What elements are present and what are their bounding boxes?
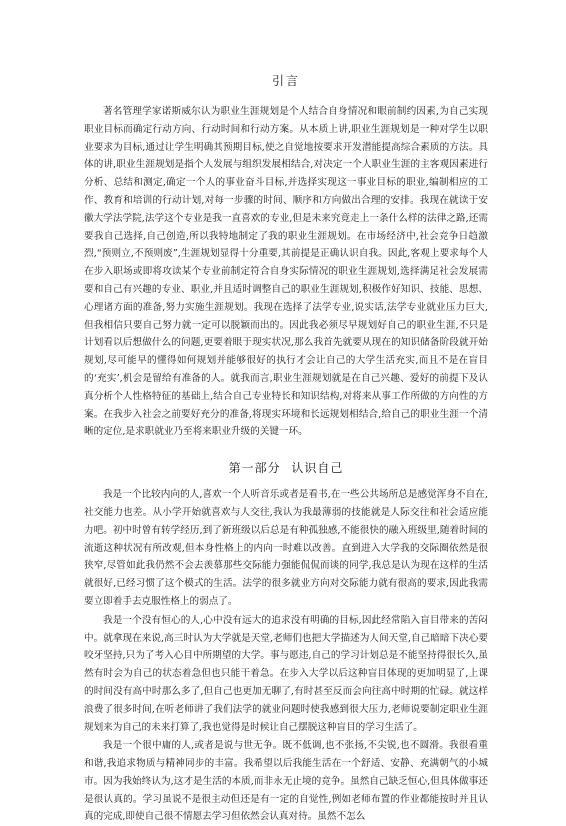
intro-title: 引言 bbox=[271, 74, 300, 88]
body-paragraph: 我是一个很中庸的人,或者是说与世无争。既不低调,也不张扬,不尖锐,也不圆滑。我很看重和谐,我追求物质与精神同步的丰富。我希望以后我能生活在一个舒适、安静、充满朝气的小城市。因为我始终认为,这才是生活的本质,而非永无止境的竞争。虽然自己缺乏恒心,但具体做事还是很认真的。学习虽说不是很主动但还是有一定的自觉性,例如老师布置的作业都能按时并且认真的完成,即使自己很不情愿去学习但依然会认真对待。虽然不怎么 bbox=[84, 740, 488, 823]
section-name: 认识自己 bbox=[291, 461, 344, 476]
intro-paragraph: 著名管理学家诺斯威尔认为职业生涯规划是个人结合自身情况和眼前制约因素,为自己实现职业目标而确定行动方向、行动时间和行动方案。从本质上讲,职业生涯规划是一种对学生以职业要求为目标,通过让学生明确其预期目标,使之自觉地按要求开发潜能提高综合素质的方法。具体的讲,职业生涯规划是指个人发展与组织发展相结合,对决定一个人职业生涯的主客观因素进行分析、总结和测定,确定一个人的事业奋斗目标,并选择实现这一事业目标的职业,编制相应的工作、教育和培训的行动计划,对每一步骤的时间、顺序和方向做出合理的安排。我现在就读于安徽大学法学院,法学这个专业是我一直喜欢的专业,但是未来究竟走上一条什么样的法律之路,还需要我自己选择,自己创造,所以我特地制定了我的职业生涯规划。在市场经济中,社会竞争日趋激烈,“预则立,不预则废”,生涯规划显得十分重要,其前提是正确认识自我。因此,客观上要求每个人在步入职场或即将攻读某个专业前制定符合自身实际情况的职业生涯规划,选择满足社会发展需要和自己有兴趣的专业、职业,并且适时调整自己的职业生涯规划,积极作好知识、技能、思想、心理诸方面的准备,努力实施生涯规划。我现在选择了法学专业,说实话,法学专业就业压力巨大,但我相信只要自己努力就一定可以脱颖而出的。因此我必须尽早规划好自己的职业生涯,不只是计划看以后想做什么的问题,更要着眼于现实状况,那么我首先就要从现在的知识储备阶段就开始规划,尽可能早的懂得如何规划并能够很好的执行才会让自己的大学生活充实,而且不是在盲目的‘充实’,机会是留给有准备的人。就我而言,职业生涯规划就是在自己兴趣、爱好的前提下及认真分析个人性格特征的基础上,结合自己专业特长和知识结构,对将来从事工作所做的方向性的方案。在我步入社会之前要好充分的准备,将现实环境和长远规划相结合,给自己的职业生涯一个清晰的定位,是求职就业乃至将来职业升级的关键一环。 bbox=[84, 106, 488, 438]
body-paragraph: 我是一个没有恒心的人,心中没有远大的追求没有明确的目标,因此经常陷入盲目带来的苦闷中。就拿现在来说,高三时认为大学就是天堂,老师们也把大学描述为人间天堂,自己暗暗下决心要咬牙坚持,只为了考入心目中所期望的大学。事与愿违,自己的学习计划总是不能坚持得很长久,虽然有时会为自己的状态着急但也只能干着急。在步入大学以后这种盲目体现的更加明显了,上课的时间没有高中时那么多了,但自己也更加无聊了,有时甚至反而会向往高中时期的忙碌。就这样浪费了很多时间,在听老师讲了我们法学的就业问题时使我感到很大压力,老师说要制定职业生涯规划来为自己的未来打算了,我也觉得是时候让自己摆脱这种盲目的学习生活了。 bbox=[84, 614, 488, 733]
section-number: 第一部分 bbox=[228, 461, 281, 476]
section-title bbox=[84, 459, 488, 476]
document-page bbox=[84, 72, 488, 826]
body-paragraph: 我是一个比较内向的人,喜欢一个人听音乐或者是看书,在一些公共场所总是感觉浑身不自在,社交能力也差。从小学开始就喜欢与人交往,我认为我最薄弱的技能就是人际交往和社会适应能力吧。初中时曾有转学经历,到了新班级以后总是有种孤独感,不能很快的融入班级里,随着时间的流逝这种状况有所改观,但本身性格上的内向一时难以改善。直到进入大学我的交际圈依然是很狭窄,尽管如此我仍然不会去羡慕那些交际能力强能侃侃而谈的同学,我总是认为现在这样的生活就很好,已经习惯了这个模式的生活。法学的很多就业方向对交际能力就有很高的要求,因此我需要立即着手去克服性格上的弱点了。 bbox=[84, 489, 488, 607]
